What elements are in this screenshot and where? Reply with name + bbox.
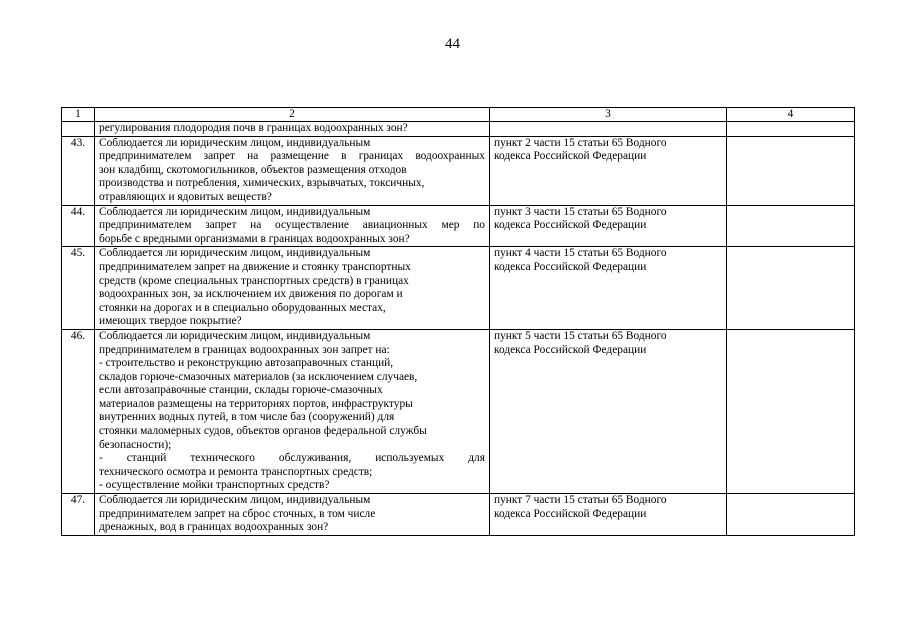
question-text-line: средств (кроме специальных транспортных средств) в границах bbox=[99, 274, 409, 287]
justified-word: размещение bbox=[270, 150, 329, 163]
question-text-line: - строительство и реконструкцию автозаправочных станций, bbox=[99, 357, 394, 370]
note-cell bbox=[727, 494, 855, 536]
question-text-line: регулирования плодородия почв в границах водоохранных зон? bbox=[99, 122, 408, 134]
page-number: 44 bbox=[445, 36, 460, 52]
justified-word: для bbox=[468, 452, 485, 465]
question-text-line: если автозаправочные станции, склады горюче-смазочных bbox=[99, 384, 383, 397]
table-row bbox=[62, 205, 855, 247]
justified-word: запрет bbox=[205, 219, 237, 232]
question-text-line: водоохранных зон, за исключением их движения по дорогам и bbox=[99, 288, 403, 301]
legal-basis-cell bbox=[490, 122, 727, 137]
justified-word: по bbox=[473, 219, 485, 232]
question-text-line: Соблюдается ли юридическим лицом, индивидуальным bbox=[99, 329, 371, 342]
legal-basis-text-line: кодекса Российской Федерации bbox=[494, 150, 647, 163]
justified-word: станций bbox=[126, 452, 167, 465]
legal-basis-text-line: кодекса Российской Федерации bbox=[494, 260, 647, 273]
column-header-3: 3 bbox=[490, 108, 727, 122]
legal-basis-cell bbox=[490, 329, 727, 493]
question-text-line bbox=[99, 150, 485, 164]
justified-word: используемых bbox=[375, 452, 445, 465]
question-text-line: имеющих твердое покрытие? bbox=[99, 315, 242, 328]
row-number-cell: 46. bbox=[62, 329, 95, 493]
question-text-line: Соблюдается ли юридическим лицом, индивидуальным bbox=[99, 205, 371, 218]
requirement-question-cell bbox=[95, 136, 490, 205]
question-text-line: дренажных, вод в границах водоохранных зон? bbox=[99, 521, 329, 534]
requirement-question-cell bbox=[95, 205, 490, 247]
question-text-line: предпринимателем запрет на движение и стоянку транспортных bbox=[99, 260, 411, 273]
legal-basis-text-line: пункт 7 части 15 статьи 65 Водного bbox=[494, 494, 667, 507]
note-cell bbox=[727, 329, 855, 493]
justified-word: мер bbox=[441, 219, 460, 232]
row-number-cell: 44. bbox=[62, 205, 95, 247]
question-text-line: Соблюдается ли юридическим лицом, индивидуальным bbox=[99, 136, 371, 149]
table-row bbox=[62, 122, 855, 137]
question-text-line: предпринимателем запрет на сброс сточных, в том числе bbox=[99, 507, 376, 520]
question-text-line: Соблюдается ли юридическим лицом, индивидуальным bbox=[99, 247, 371, 260]
question-text-line: - осуществление мойки транспортных средств? bbox=[99, 479, 330, 492]
question-text-line: Соблюдается ли юридическим лицом, индивидуальным bbox=[99, 494, 371, 507]
justified-word: в bbox=[341, 150, 347, 163]
requirement-question-cell bbox=[95, 122, 490, 137]
justified-word: границах bbox=[358, 150, 404, 163]
column-header-1: 1 bbox=[62, 108, 95, 122]
justified-word: обслуживания, bbox=[278, 452, 352, 465]
question-text-line: технического осмотра и ремонта транспортных средств; bbox=[99, 465, 373, 478]
justified-word: на bbox=[250, 219, 262, 232]
question-text-line: отравляющих и ядовитых веществ? bbox=[99, 190, 272, 203]
question-text-line: борьбе с вредными организмами в границах водоохранных зон? bbox=[99, 232, 410, 245]
question-text-line: предпринимателем в границах водоохранных зон запрет на: bbox=[99, 343, 390, 356]
column-header-2: 2 bbox=[95, 108, 490, 122]
question-text-line: зон кладбищ, скотомогильников, объектов размещения отходов bbox=[99, 163, 407, 176]
row-number-cell bbox=[62, 122, 95, 137]
legal-basis-cell bbox=[490, 247, 727, 330]
note-cell bbox=[727, 205, 855, 247]
legal-basis-cell bbox=[490, 494, 727, 536]
justified-word: осуществление bbox=[275, 219, 349, 232]
row-number-cell: 47. bbox=[62, 494, 95, 536]
row-number-cell: 43. bbox=[62, 136, 95, 205]
note-cell bbox=[727, 136, 855, 205]
question-text-line: материалов размещены на территориях портов, инфраструктуры bbox=[99, 397, 413, 410]
column-number-header-row bbox=[62, 108, 855, 122]
justified-word: технического bbox=[190, 452, 255, 465]
requirement-question-cell bbox=[95, 494, 490, 536]
justified-word: запрет bbox=[203, 150, 235, 163]
legal-basis-text-line: пункт 3 части 15 статьи 65 Водного bbox=[494, 205, 667, 218]
legal-basis-text-line: кодекса Российской Федерации bbox=[494, 343, 647, 356]
question-text-line: стоянки на дорогах и в специально оборудованных местах, bbox=[99, 301, 386, 314]
column-header-4: 4 bbox=[727, 108, 855, 122]
question-text-line: складов горюче-смазочных материалов (за исключением случаев, bbox=[99, 370, 418, 383]
requirement-question-cell bbox=[95, 247, 490, 330]
row-number-cell: 45. bbox=[62, 247, 95, 330]
question-text-line: стоянки маломерных судов, объектов органов федеральной службы bbox=[99, 425, 427, 438]
table-row bbox=[62, 329, 855, 493]
inspection-checklist-table bbox=[61, 107, 855, 536]
table-row bbox=[62, 494, 855, 536]
table-row bbox=[62, 247, 855, 330]
legal-basis-text-line: кодекса Российской Федерации bbox=[494, 219, 647, 232]
table-row bbox=[62, 136, 855, 205]
justified-word: предпринимателем bbox=[99, 219, 192, 232]
legal-basis-text-line: пункт 5 части 15 статьи 65 Водного bbox=[494, 329, 667, 342]
justified-word: водоохранных bbox=[415, 150, 485, 163]
note-cell bbox=[727, 122, 855, 137]
legal-basis-text-line: пункт 2 части 15 статьи 65 Водного bbox=[494, 136, 667, 149]
question-text-line: безопасности); bbox=[99, 438, 172, 451]
legal-basis-cell bbox=[490, 205, 727, 247]
justified-word: авиационных bbox=[362, 219, 428, 232]
question-text-line: внутренних водных путей, в том числе баз (сооружений) для bbox=[99, 411, 395, 424]
requirement-question-cell bbox=[95, 329, 490, 493]
legal-basis-cell bbox=[490, 136, 727, 205]
question-text-line: производства и потребления, химических, взрывчатых, токсичных, bbox=[99, 177, 425, 190]
justified-word: на bbox=[247, 150, 259, 163]
justified-word: - bbox=[99, 452, 103, 465]
question-text-line bbox=[99, 219, 485, 233]
justified-word: предпринимателем bbox=[99, 150, 192, 163]
note-cell bbox=[727, 247, 855, 330]
question-text-line bbox=[99, 452, 485, 466]
legal-basis-text-line: пункт 4 части 15 статьи 65 Водного bbox=[494, 247, 667, 260]
legal-basis-text-line: кодекса Российской Федерации bbox=[494, 507, 647, 520]
